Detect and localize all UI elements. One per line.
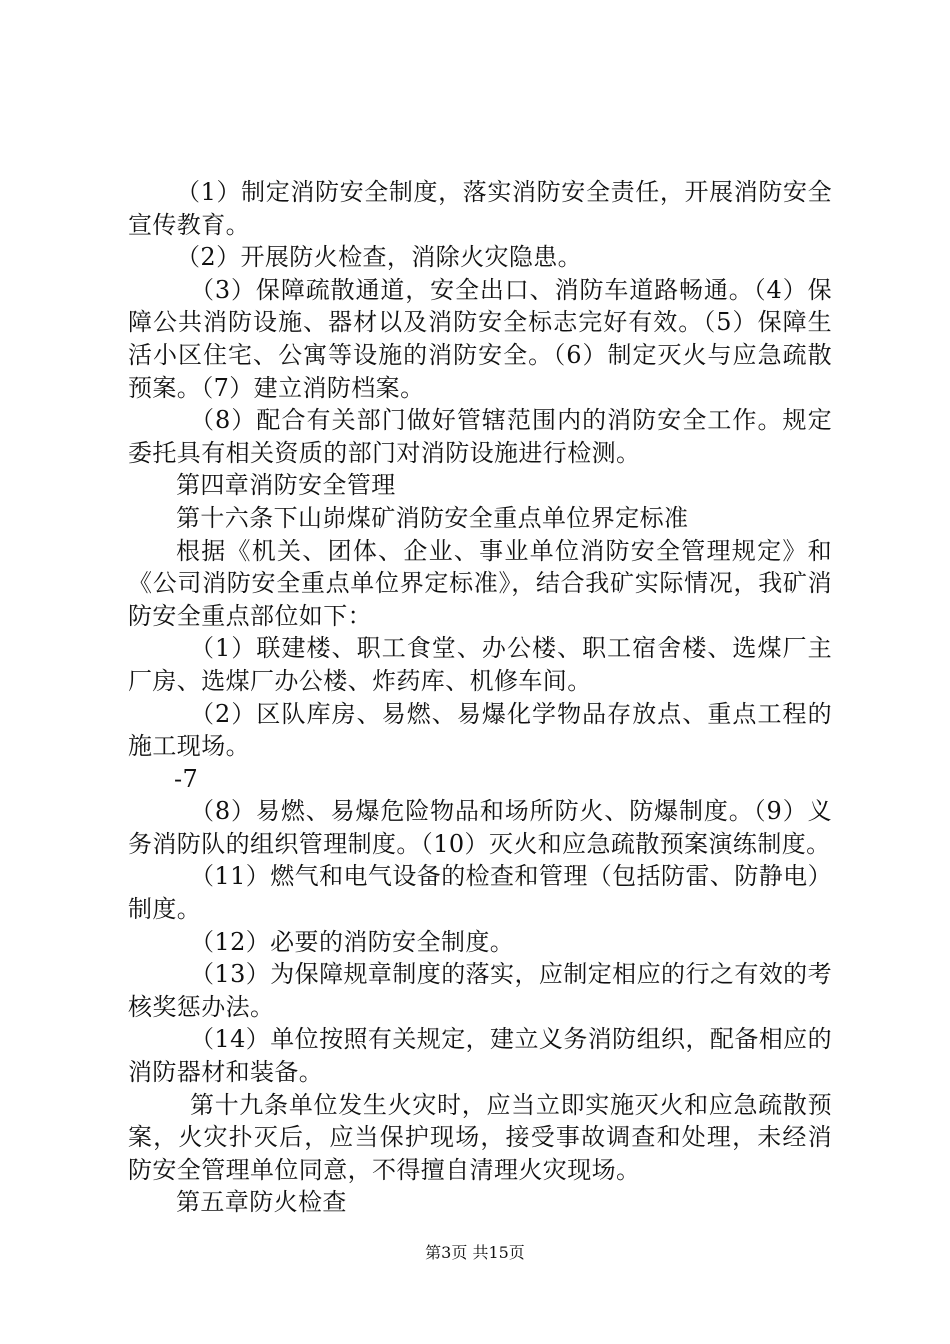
paragraph-rule-11: （11）燃气和电气设备的检查和管理（包括防雷、防静电）制度。 [128,862,832,924]
paragraph-rules-8-10: （8）易燃、易爆危险物品和场所防火、防爆制度。（9）义务消防队的组织管理制度。（10）灭火和应急疏散预案演练制度。 [128,797,832,858]
paragraph-rule-14: （14）单位按照有关规定，建立义务消防组织，配备相应的消防器材和装备。 [128,1025,832,1087]
article-19: 第十九条单位发生火灾时，应当立即实施灭火和应急疏散预案，火灾扑灭后，应当保护现场，接受事故调查和处理，未经消防安全管理单位同意，不得擅自清理火灾现场。 [128,1090,832,1184]
paragraph-duty-8: （8）配合有关部门做好管辖范围内的消防安全工作。规定委托具有相关资质的部门对消防设施进行检测。 [128,406,832,467]
paragraph-duty-2: （2）开展防火检查，消除火灾隐患。 [176,243,583,272]
paragraph-rule-13: （13）为保障规章制度的落实，应制定相应的行之有效的考核奖惩办法。 [128,960,832,1021]
article-heading-16: 第十六条下山峁煤矿消防安全重点单位界定标准 [176,503,689,532]
document-body [128,176,832,1219]
chapter-heading-4: 第四章消防安全管理 [176,471,396,500]
paragraph-key-unit-1: （1）联建楼、职工食堂、办公楼、职工宿舍楼、选煤厂主厂房、选煤厂办公楼、炸药库、机修车间。 [128,634,832,695]
paragraph-duty-3-7: （3）保障疏散通道，安全出口、消防车道路畅通。（4）保障公共消防设施、器材以及消防安全标志完好有效。（5）保障生活小区住宅、公寓等设施的消防安全。（6）制定灭火与应急疏散预案。（7）建立消防档案。 [128,275,832,402]
page-footer: 第3页 共15页 [425,1243,525,1262]
paragraph-duty-1: （1）制定消防安全制度，落实消防安全责任，开展消防安全宣传教育。 [128,178,832,239]
page-number-marker: -7 [174,764,199,793]
chapter-heading-5: 第五章防火检查 [176,1188,347,1217]
paragraph-rule-12: （12）必要的消防安全制度。 [190,927,515,956]
paragraph-key-units: 根据《机关、团体、企业、事业单位消防安全管理规定》和《公司消防安全重点单位界定标准》，结合我矿实际情况，我矿消防安全重点部位如下： [128,536,832,630]
paragraph-key-unit-2: （2）区队库房、易燃、易爆化学物品存放点、重点工程的施工现场。 [128,699,832,761]
